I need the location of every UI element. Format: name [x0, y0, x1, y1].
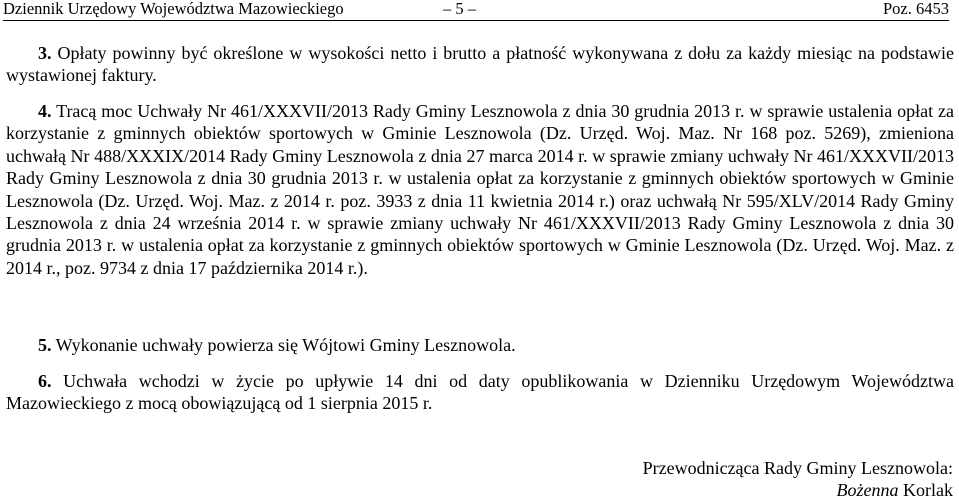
signature-first-name: Bożenna — [836, 480, 899, 500]
paragraph-text: Tracą moc Uchwały Nr 461/XXXVII/2013 Rady Gminy Lesznowola z dnia 30 grudnia 2013 r. w sprawie ustalenia opłat za korzystanie z gminnych obiektów sportowych w Gminie Lesznowola (Dz. Urzęd. Woj. Maz. Nr 168 poz. 5269), zmieniona uchwałą Nr 488/XXXIX/2014 Rady Gminy Lesznowola z dnia 27 marca 2014 r. w sprawie zmiany uchwały Nr 461/XXXVII/2013 Rady Gminy Lesznowola z dnia 30 grudnia 2013 r. w ustalenia opłat za korzystanie z gminnych obiektów sportowych w Gminie Lesznowola (Dz. Urzęd. Woj. Maz. z 2014 r. poz. 3933 z dnia 11 kwietnia 2014 r.) oraz uchwałą Nr 595/XLV/2014 Rady Gminy Lesznowola z dnia 24 września 2014 r. w sprawie zmiany uchwały Nr 461/XXXVII/2013 Rady Gminy Lesznowola z dnia 30 grudnia 2013 r. w ustalenia opłat za korzystanie z gminnych obiektów sportowych w Gminie Lesznowola (Dz. Urzęd. Woj. Maz. z 2014 r., poz. 9734 z dnia 17 października 2014 r.). — [6, 101, 954, 278]
paragraph-text: Opłaty powinny być określone w wysokości netto i brutto a płatność wykonywana z dołu za każdy miesiąc na podstawie wystawionej faktury. — [6, 43, 954, 86]
paragraph-number: 6. — [38, 371, 52, 391]
paragraph-5 — [6, 334, 954, 356]
paragraph-text: Wykonanie uchwały powierza się Wójtowi Gminy Lesznowola. — [51, 335, 516, 355]
paragraph-4 — [6, 100, 954, 279]
page-header — [3, 0, 949, 21]
position-number: Poz. 6453 — [883, 0, 949, 18]
signature-title: Przewodnicząca Rady Gminy Lesznowola: — [642, 458, 953, 478]
signature-last-name: Korlak — [903, 480, 953, 500]
paragraph-number: 5. — [38, 335, 52, 355]
paragraph-text: Uchwała wchodzi w życie po upływie 14 dni od daty opublikowania w Dzienniku Urzędowym Województwa Mazowieckiego z mocą obowiązującą od 1 sierpnia 2015 r. — [6, 371, 954, 414]
paragraph-3 — [6, 42, 954, 87]
paragraph-6 — [6, 370, 954, 415]
signature-name — [837, 479, 953, 501]
page-number: – 5 – — [443, 0, 476, 18]
paragraph-number: 3. — [38, 43, 52, 63]
journal-title: Dziennik Urzędowy Województwa Mazowieckiego — [3, 0, 344, 18]
paragraph-number: 4. — [38, 101, 52, 121]
